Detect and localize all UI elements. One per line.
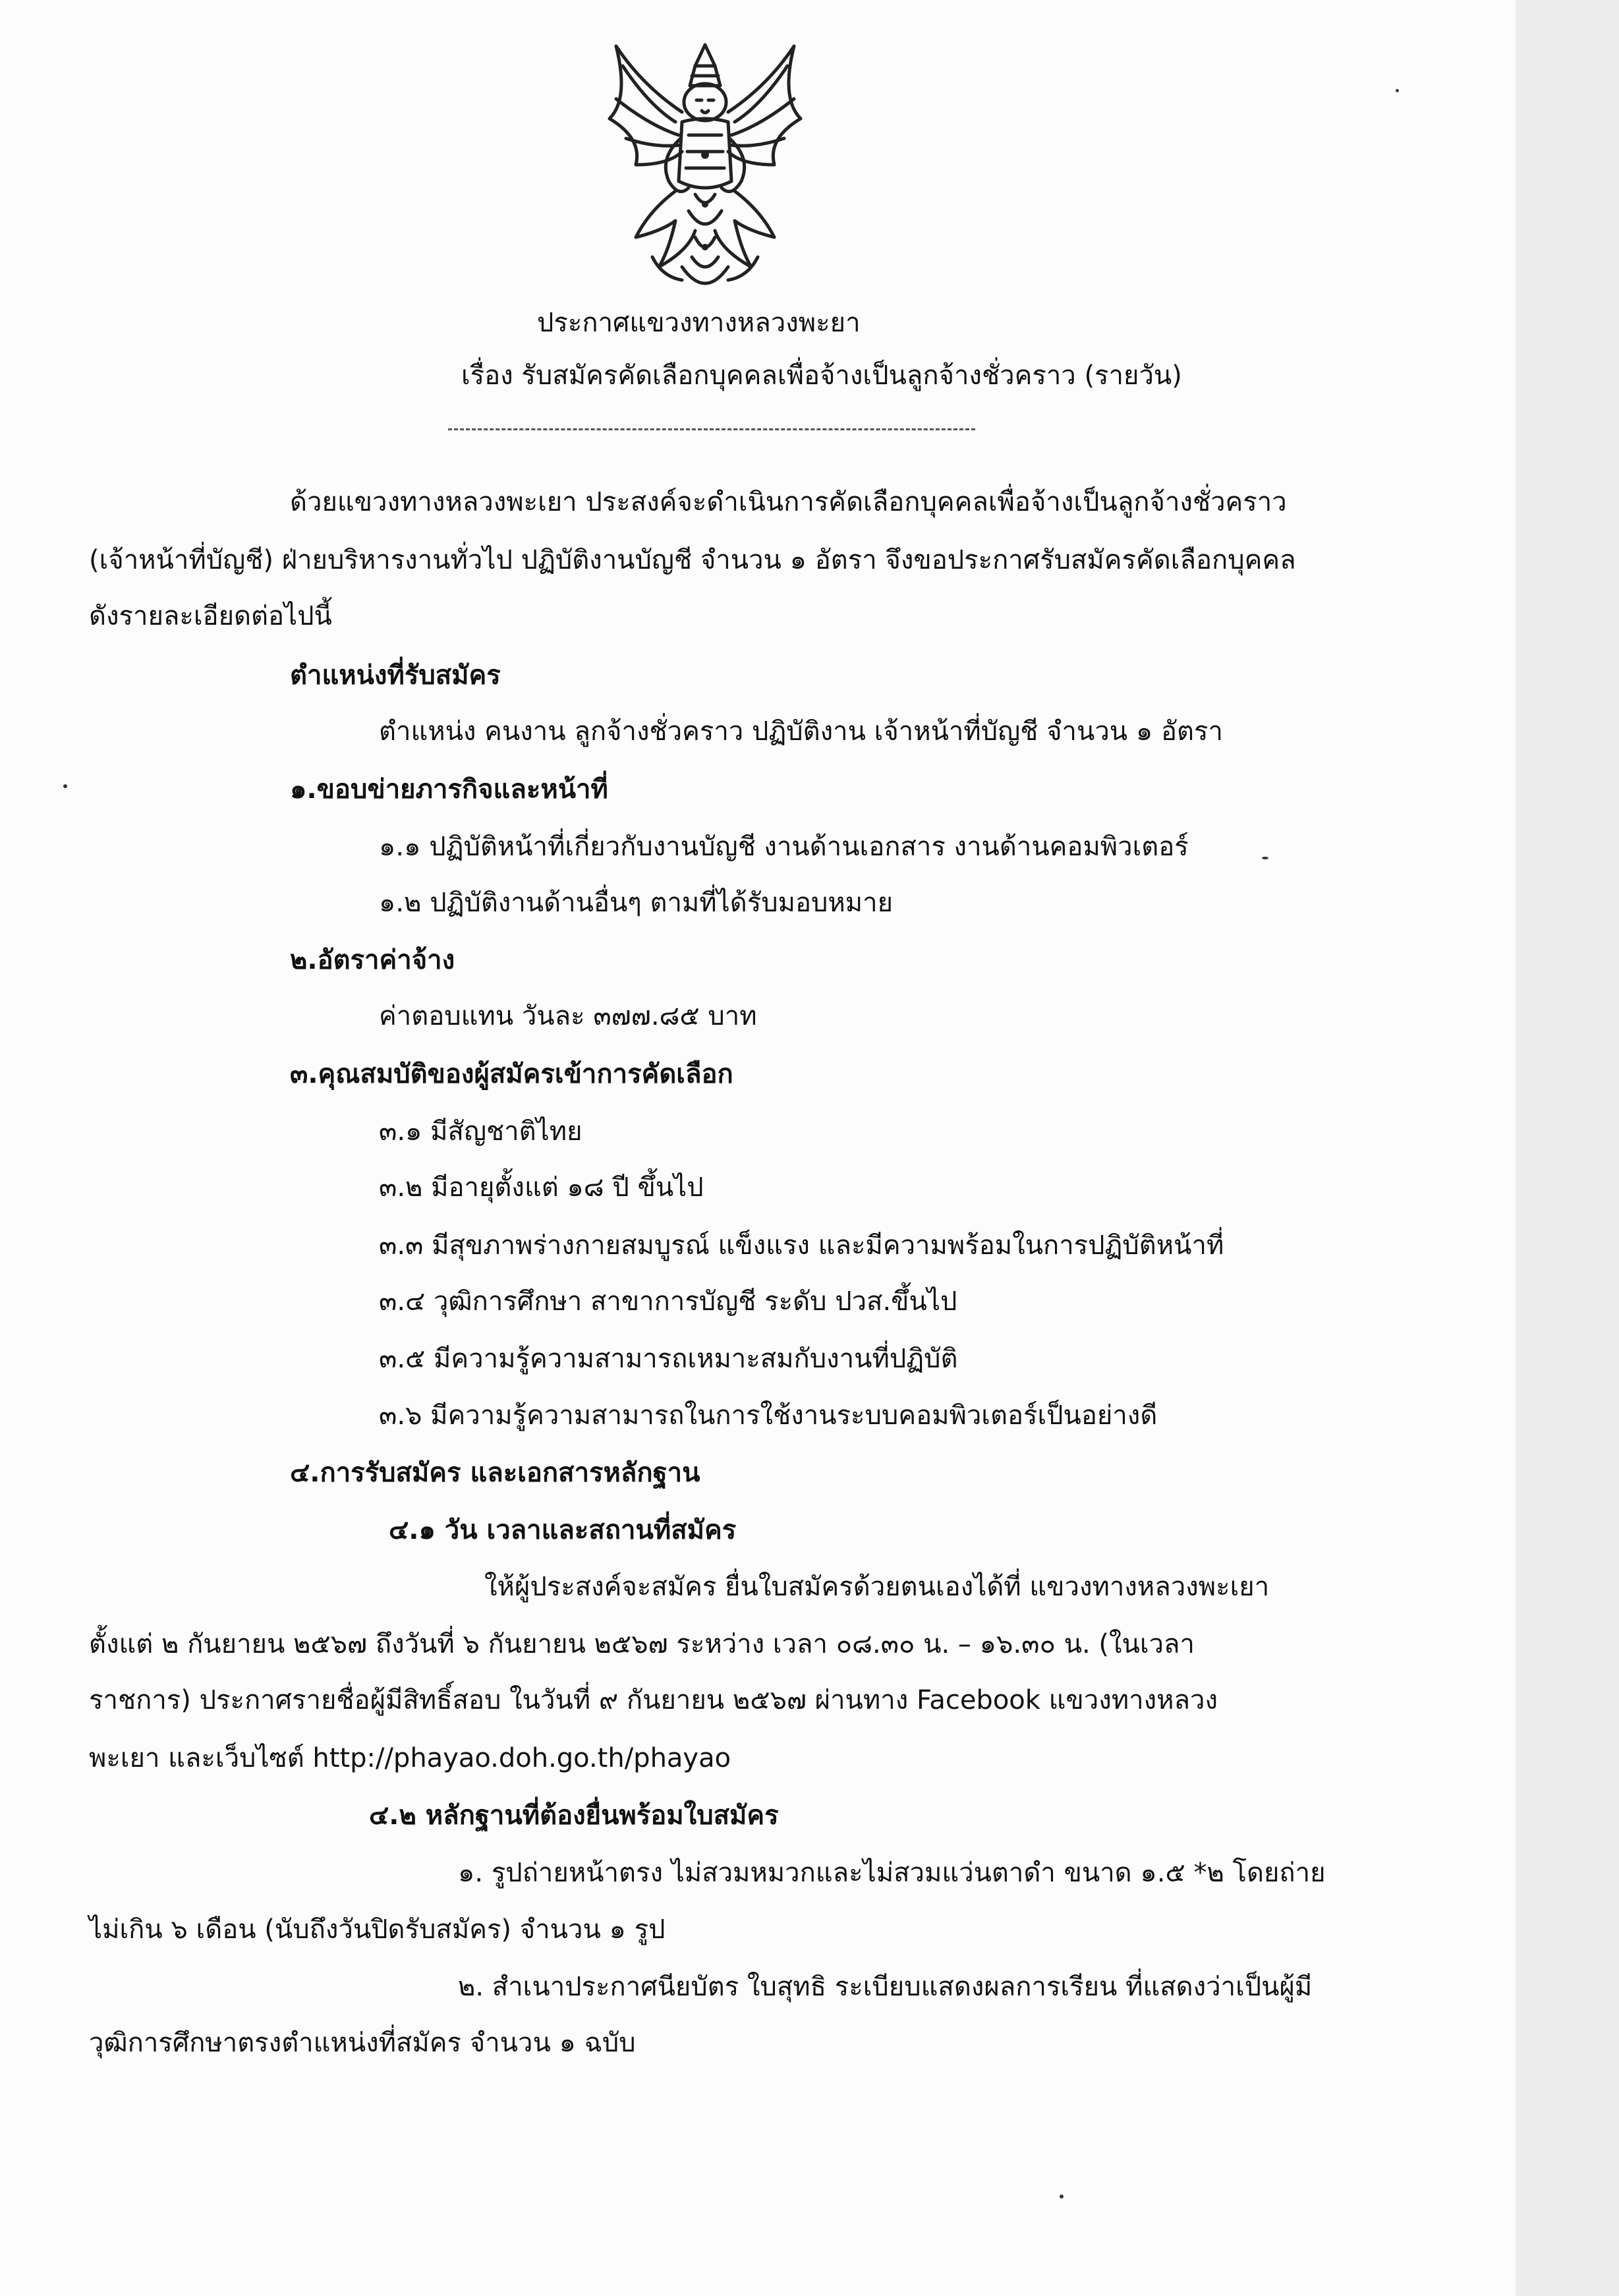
section-3-item-2: ๓.๒ มีอายุตั้งแต่ ๑๘ ปี ขึ้นไป xyxy=(379,1172,704,1203)
section-4-2-line-3: ๒. สำเนาประกาศนียบัตร ใบสุทธิ ระเบียบแสดงผลการเรียน ที่แสดงว่าเป็นผู้มี xyxy=(458,1972,1313,2002)
scan-speck xyxy=(1262,857,1268,859)
section-3-item-3: ๓.๓ มีสุขภาพร่างกายสมบูรณ์ แข็งแรง และมีความพร้อมในการปฏิบัติหน้าที่ xyxy=(379,1230,1224,1261)
section-1-item-2: ๑.๒ ปฏิบัติงานด้านอื่นๆ ตามที่ได้รับมอบหมาย xyxy=(379,888,894,918)
scan-speck xyxy=(1396,89,1399,92)
intro-line-2: (เจ้าหน้าที่บัญชี) ฝ่ายบริหารงานทั่วไป ปฏิบัติงานบัญชี จำนวน ๑ อัตรา จึงขอประกาศรับสมัครคัดเลือกบุคคล xyxy=(89,545,1296,575)
section-2-text: ค่าตอบแทน วันละ ๓๗๗.๘๕ บาท xyxy=(379,1001,757,1031)
section-4-2-heading: ๔.๒ หลักฐานที่ต้องยื่นพร้อมใบสมัคร xyxy=(369,1800,779,1831)
subject-heading: เรื่อง รับสมัครคัดเลือกบุคคลเพื่อจ้างเป็นลูกจ้างชั่วคราว (รายวัน) xyxy=(461,360,1182,391)
section-3-item-5: ๓.๕ มีความรู้ความสามารถเหมาะสมกับงานที่ปฏิบัติ xyxy=(379,1344,958,1374)
scan-speck xyxy=(63,784,67,788)
section-4-2-line-2: ไม่เกิน ๖ เดือน (นับถึงวันปิดรับสมัคร) จำนวน ๑ รูป xyxy=(89,1914,666,1945)
section-4-2-line-1: ๑. รูปถ่ายหน้าตรง ไม่สวมหมวกและไม่สวมแว่นตาดำ ขนาด ๑.๕ *๒ โดยถ่าย xyxy=(458,1858,1326,1888)
scan-margin xyxy=(1516,0,1619,2296)
scan-speck xyxy=(1060,2195,1064,2198)
section-4-1-line-1: ให้ผู้ประสงค์จะสมัคร ยื่นใบสมัครด้วยตนเองได้ที่ แขวงทางหลวงพะเยา xyxy=(484,1572,1270,1602)
position-heading: ตำแหน่งที่รับสมัคร xyxy=(290,660,501,691)
agency-heading: ประกาศแขวงทางหลวงพะยา xyxy=(537,308,861,338)
section-1-heading: ๑.ขอบข่ายภารกิจและหน้าที่ xyxy=(290,774,608,805)
section-3-item-4: ๓.๔ วุฒิการศึกษา สาขาการบัญชี ระดับ ปวส.ขึ้นไป xyxy=(379,1286,957,1317)
section-3-heading: ๓.คุณสมบัติของผู้สมัครเข้าการคัดเลือก xyxy=(290,1059,733,1089)
section-4-1-line-3: ราชการ) ประกาศรายชื่อผู้มีสิทธิ์สอบ ในวันที่ ๙ กันยายน ๒๕๖๗ ผ่านทาง Facebook แขวงทางหลวง xyxy=(89,1685,1218,1715)
section-1-item-1: ๑.๑ ปฏิบัติหน้าที่เกี่ยวกับงานบัญชี งานด้านเอกสาร งานด้านคอมพิวเตอร์ xyxy=(379,832,1189,862)
intro-line-1: ด้วยแขวงทางหลวงพะเยา ประสงค์จะดำเนินการคัดเลือกบุคคลเพื่อจ้างเป็นลูกจ้างชั่วคราว xyxy=(290,487,1287,517)
section-3-item-6: ๓.๖ มีความรู้ความสามารถในการใช้งานระบบคอมพิวเตอร์เป็นอย่างดี xyxy=(379,1400,1158,1431)
section-2-heading: ๒.อัตราค่าจ้าง xyxy=(290,945,455,975)
section-4-1-heading: ๔.๑ วัน เวลาและสถานที่สมัคร xyxy=(389,1515,737,1545)
section-4-2-line-4: วุฒิการศึกษาตรงตำแหน่งที่สมัคร จำนวน ๑ ฉบับ xyxy=(89,2028,636,2058)
section-4-1-line-2: ตั้งแต่ ๒ กันยายน ๒๕๖๗ ถึงวันที่ ๖ กันยายน ๒๕๖๗ ระหว่าง เวลา ๐๘.๓๐ น. – ๑๖.๓๐ น. (ในเวลา xyxy=(89,1629,1195,1659)
garuda-emblem-icon xyxy=(596,40,814,303)
position-text: ตำแหน่ง คนงาน ลูกจ้างชั่วคราว ปฏิบัติงาน เจ้าหน้าที่บัญชี จำนวน ๑ อัตรา xyxy=(379,716,1223,747)
section-4-1-line-4: พะเยา และเว็บไซต์ http://phayao.doh.go.th/phayao xyxy=(89,1743,731,1773)
header-divider xyxy=(448,428,975,430)
section-4-heading: ๔.การรับสมัคร และเอกสารหลักฐาน xyxy=(290,1458,700,1488)
intro-line-3: ดังรายละเอียดต่อไปนี้ xyxy=(89,601,332,631)
section-3-item-1: ๓.๑ มีสัญชาติไทย xyxy=(379,1116,582,1147)
